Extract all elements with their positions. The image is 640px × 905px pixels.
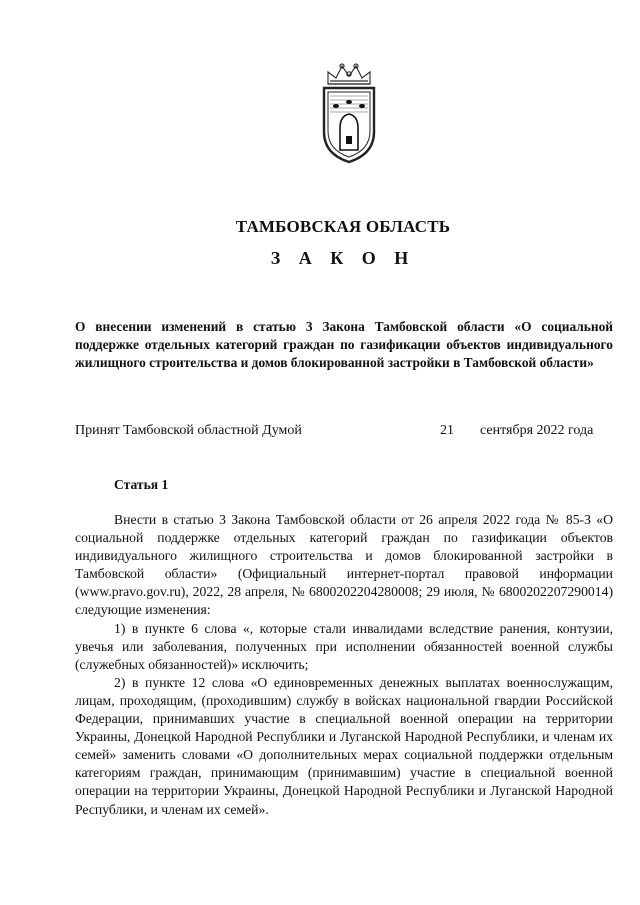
coat-of-arms-icon — [314, 62, 384, 164]
adopted-by-text: Принят Тамбовской областной Думой — [75, 423, 302, 438]
adoption-month-year: сентября 2022 года — [480, 423, 594, 438]
region-heading: ТАМБОВСКАЯ ОБЛАСТЬ — [235, 217, 451, 236]
article-heading: Статья 1 — [114, 477, 169, 492]
document-type-heading: З А К О Н — [270, 248, 416, 268]
article-paragraph: Внести в статью 3 Закона Тамбовской области от 26 апреля 2022 года № 85-З «О социальной поддержке отдельных категорий граждан по газификации объектов индивидуального жилищного строительства и домов блокированной застройки в Тамбовской области» (Официальный интернет-портал правовой информации (www.pravo.gov.ru), 2022, 28 апреля, № 6800202204280008; 29 июля, № 6800202207290014) следующие изменения: — [75, 512, 613, 618]
adoption-day: 21 — [440, 423, 454, 438]
article-body — [75, 511, 613, 819]
article-paragraph: 2) в пункте 12 слова «О единовременных денежных выплатах военнослужащим, лицам, проходящим, (проходившим) службу в войсках национальной гвардии Российской Федерации, принимавших участие в специальной военной операции на территории Украины, Донецкой Народной Республики и Луганской Народной Республики, и членам их семей» заменить словами «О дополнительных мерах социальной поддержки отдельным категориям граждан, принимающим (принимавшим) участие в специальной военной операции на территории Украины, Донецкой Народной Республики и Луганской Народной Республики, и членам их семей». — [75, 674, 613, 817]
law-title: О внесении изменений в статью 3 Закона Тамбовской области «О социальной поддержке отдельных категорий граждан по газификации объектов индивидуального жилищного строительства и домов блокированной застройки в Тамбовской области» — [75, 319, 613, 370]
article-paragraph: 1) в пункте 6 слова «, которые стали инвалидами вследствие ранения, контузии, увечья или заболевания, полученных при исполнении обязанностей военной службы (служебных обязанностей)» исключить; — [75, 620, 613, 672]
